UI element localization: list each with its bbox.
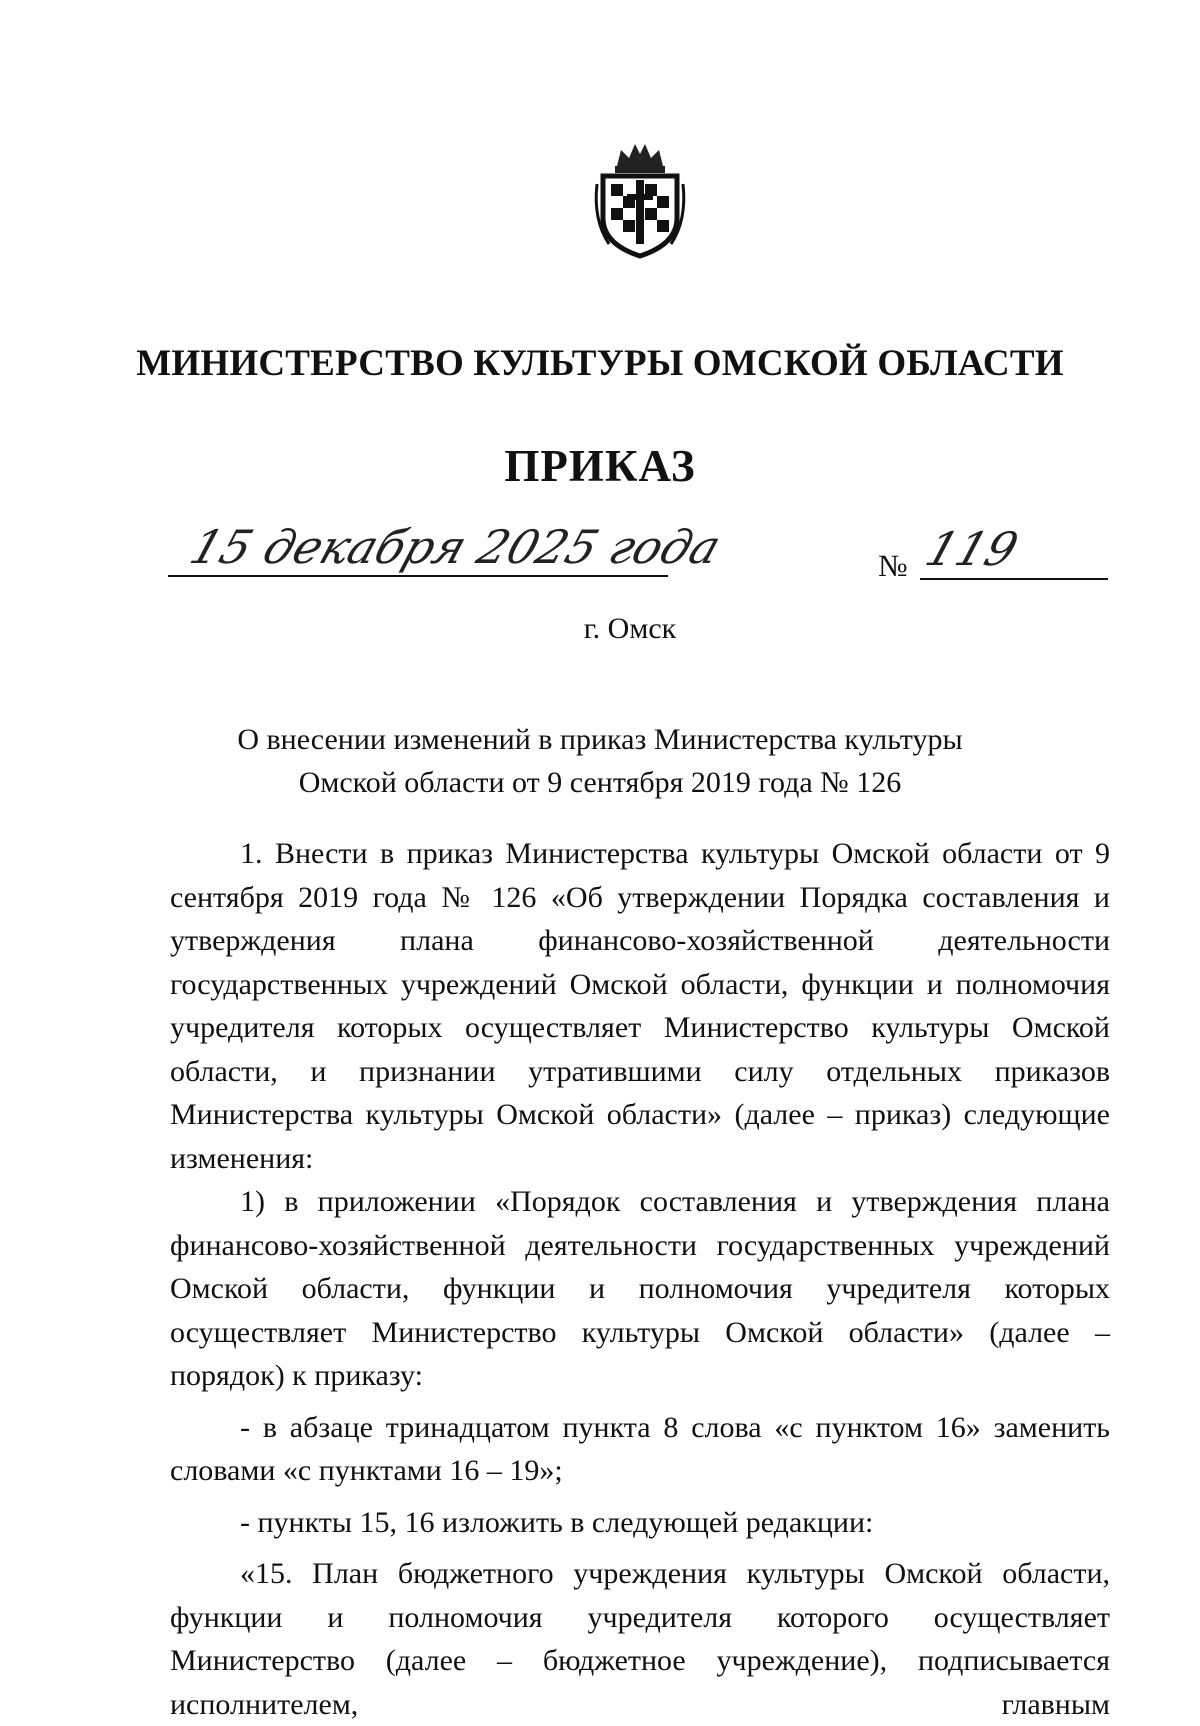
coat-of-arms-icon <box>591 140 689 260</box>
subject-line-2: Омской области от 9 сентября 2019 года № 126 <box>298 766 902 799</box>
body-paragraph-4: - пункты 15, 16 изложить в следующей редакции: <box>240 1505 874 1539</box>
body-paragraph-1: 1. Внести в приказ Министерства культуры Омской области от 9 сентября 2019 года № 126 «Об утверждении Порядка составления и утверждения плана финансово-хозяйственной деятельности государственных учреждений Омской области, функции и полномочия учредителя которых осуществляет Министерство культуры Омской области, и признании утратившими силу отдельных приказов Министерства культуры Омской области» (далее – приказ) следующие изменения: <box>170 837 1110 1175</box>
body-paragraph-2: 1) в приложении «Порядок составления и утверждения плана финансово-хозяйственной деятельности государственных учреждений Омской области, функции и полномочия учредителя которых осуществляет Министерство культуры Омской области» (далее – порядок) к приказу: <box>170 1185 1110 1392</box>
body-paragraph-3: - в абзаце тринадцатом пункта 8 слова «с пунктом 16» заменить словами «с пунктами 16 – 19»; <box>170 1410 1110 1487</box>
subject-line-1: О внесении изменений в приказ Министерства культуры <box>237 723 963 756</box>
order-body <box>170 832 1110 1726</box>
number-underline <box>920 578 1108 580</box>
document-type-title: ПРИКАЗ <box>504 441 696 491</box>
handwritten-date: 15 декабря 2025 года <box>183 520 728 574</box>
number-sign: № <box>878 548 908 583</box>
handwritten-order-number: 119 <box>919 522 1025 576</box>
body-paragraph-5: «15. План бюджетного учреждения культуры Омской области, функции и полномочия учредителя которого осуществляет Министерство (далее – бюджетное учреждение), подписывается исполнителем, главным <box>170 1557 1110 1721</box>
order-subject <box>0 718 1200 804</box>
city-label: г. Омск <box>583 612 677 645</box>
ministry-title: МИНИСТЕРСТВО КУЛЬТУРЫ ОМСКОЙ ОБЛАСТИ <box>136 343 1064 384</box>
date-underline <box>168 575 668 577</box>
